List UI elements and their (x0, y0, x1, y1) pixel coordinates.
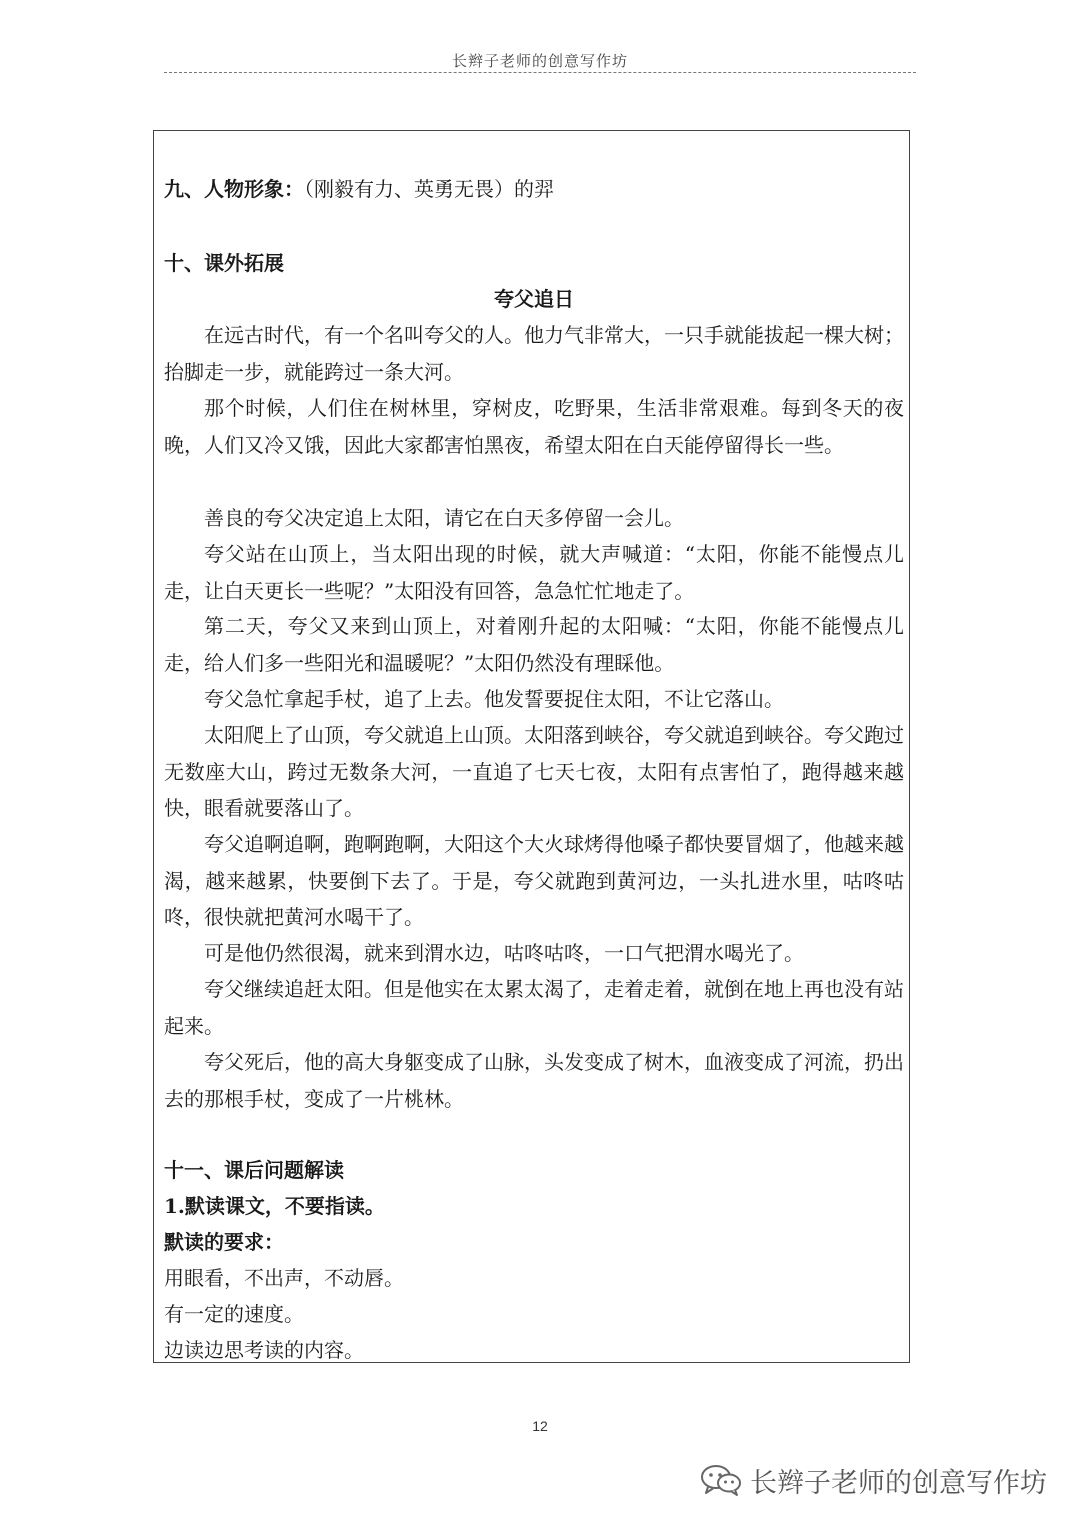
header-divider (164, 72, 916, 73)
page-header: 长辫子老师的创意写作坊 (451, 52, 628, 70)
wechat-icon (700, 1463, 742, 1497)
section-10-heading: 十、课外拓展 (164, 251, 284, 275)
story-paragraph: 善良的夸父决定追上太阳，请它在白天多停留一会儿。 (204, 506, 684, 530)
story-paragraph: 夸父继续追赶太阳。但是他实在太累太渴了，走着走着，就倒在地上再也没有站起来。 (164, 977, 904, 1038)
requirements-title: 默读的要求： (164, 1230, 284, 1254)
section-11-heading: 十一、课后问题解读 (164, 1158, 344, 1182)
story-title: 夸父追日 (494, 287, 574, 311)
story-paragraph: 可是他仍然很渴，就来到渭水边，咕咚咕咚，一口气把渭水喝光了。 (204, 941, 804, 965)
watermark-text: 长辫子老师的创意写作坊 (750, 1467, 1047, 1499)
story-paragraph: 夸父站在山顶上，当太阳出现的时候，就大声喊道：“太阳，你能不能慢点儿走，让白天更长一些呢？”太阳没有回答，急急忙忙地走了。 (164, 542, 904, 603)
story-paragraph: 那个时候，人们住在树林里，穿树皮，吃野果，生活非常艰难。每到冬天的夜晚，人们又冷又饿，因此大家都害怕黑夜，希望太阳在白天能停留得长一些。 (164, 396, 904, 457)
page-number: 12 (532, 1418, 548, 1434)
story-paragraph: 在远古时代，有一个名叫夸父的人。他力气非常大，一只手就能拔起一棵大树；抬脚走一步，就能跨过一条大河。 (164, 323, 904, 384)
watermark (700, 1460, 1047, 1500)
section-9-text: （刚毅有力、英勇无畏）的羿 (304, 177, 554, 201)
section-9-line (164, 171, 554, 208)
requirement-item: 边读边思考读的内容。 (164, 1338, 364, 1362)
story-paragraph: 夸父死后，他的高大身躯变成了山脉，头发变成了树木，血液变成了河流，扔出去的那根手杖，变成了一片桃林。 (164, 1050, 904, 1111)
story-paragraph: 夸父急忙拿起手杖，追了上去。他发誓要捉住太阳，不让它落山。 (204, 687, 784, 711)
story-paragraph: 太阳爬上了山顶，夸父就追上山顶。太阳落到峡谷，夸父就追到峡谷。夸父跑过无数座大山，跨过无数条大河，一直追了七天七夜，太阳有点害怕了，跑得越来越快，眼看就要落山了。 (164, 723, 904, 820)
requirement-item: 有一定的速度。 (164, 1302, 304, 1326)
section-9-heading: 九、人物形象： (164, 177, 304, 201)
question-1: 1.默读课文，不要指读。 (164, 1194, 385, 1218)
story-paragraph: 第二天，夸父又来到山顶上，对着刚升起的太阳喊：“太阳，你能不能慢点儿走，给人们多一些阳光和温暖呢？”太阳仍然没有理睬他。 (164, 614, 904, 675)
story-paragraph: 夸父追啊追啊，跑啊跑啊，大阳这个大火球烤得他嗓子都快要冒烟了，他越来越渴，越来越累，快要倒下去了。于是，夸父就跑到黄河边，一头扎进水里，咕咚咕咚，很快就把黄河水喝干了。 (164, 832, 904, 929)
requirement-item: 用眼看，不出声，不动唇。 (164, 1266, 404, 1290)
